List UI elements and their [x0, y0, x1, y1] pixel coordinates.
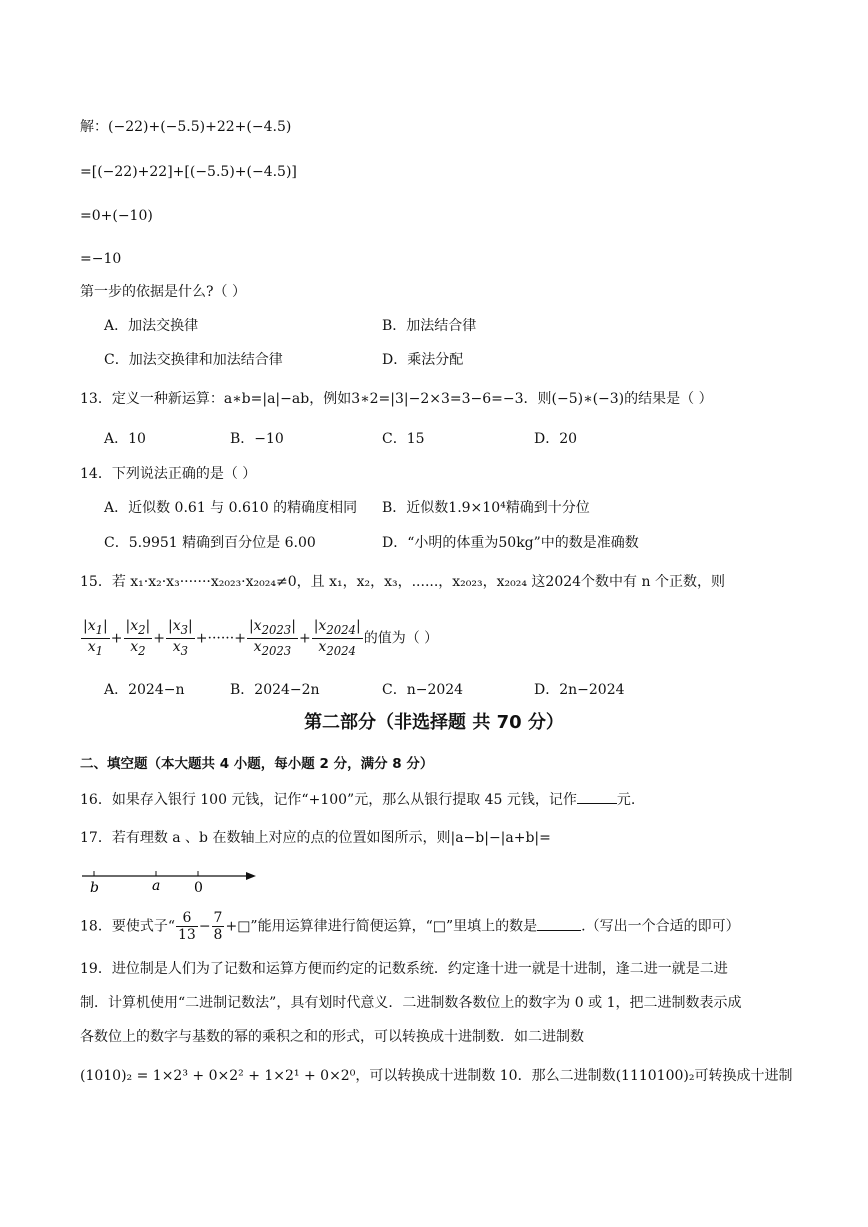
number-line — [78, 864, 268, 898]
abs-fraction-x3: $\frac{|x_3|}{x_3}$ — [168, 618, 193, 658]
q12-option-b: B．加法结合律 — [382, 318, 477, 334]
part-two-title: 第二部分（非选择题 共 70 分） — [304, 712, 564, 733]
answer-blank[interactable] — [577, 789, 617, 804]
q15-option-b: B．2024−2n — [230, 682, 320, 698]
q13-option-b: B．−10 — [230, 431, 284, 447]
q13-stem: 13．定义一种新运算：a∗b=|a|−ab，例如3∗2=|3|−2×3=3−6=−3．则(−5)∗(−3)的结果是（ ） — [80, 391, 713, 407]
q18-tail: .（写出一个合适的即可） — [581, 918, 740, 935]
q13-option-c: C．15 — [382, 431, 425, 447]
q18: 18．要使式子“ $\frac{6}{13}$ − $\frac{7}{8}$ +□”能用运算律进行简便运算，“□”里填上的数是 .（写出一个合适的即可） — [80, 910, 740, 943]
fraction-6-13: $\frac{6}{13}$ — [177, 910, 196, 943]
solution-question: 第一步的依据是什么?（ ） — [80, 284, 246, 300]
q14-option-c: C．5.9951 精确到百分位是 6.00 — [104, 535, 316, 551]
q18-post: +□”能用运算律进行简便运算，“□”里填上的数是 — [225, 918, 538, 935]
label-a: a — [152, 878, 161, 894]
q13-option-a: A．10 — [104, 431, 146, 447]
q12-option-c: C．加法交换律和加法结合律 — [104, 352, 283, 368]
solution-line-2: =[(−22)+22]+[(−5.5)+(−4.5)] — [80, 164, 297, 180]
section-heading: 二、填空题（本大题共 4 小题，每小题 2 分，满分 8 分） — [80, 756, 434, 772]
answer-blank[interactable] — [537, 916, 581, 931]
q19-line-4: (1010)₂ = 1×2³ + 0×2² + 1×2¹ + 0×2⁰，可以转换成十进制数 10．那么二进制数(1110100)₂可转换成十进制 — [80, 1068, 793, 1084]
q18-pre: 18．要使式子“ — [80, 918, 175, 935]
solution-line-4: =−10 — [80, 251, 122, 267]
q19-line-3: 各数位上的数字与基数的幂的乘积之和的形式，可以转换成十进制数．如二进制数 — [80, 1029, 584, 1045]
q15-option-d: D．2n−2024 — [534, 682, 625, 698]
q15-option-a: A．2024−n — [104, 682, 185, 698]
q17-text: 17．若有理数 a 、b 在数轴上对应的点的位置如图所示，则|a−b|−|a+b|= — [80, 830, 551, 846]
q14-option-b: B．近似数1.9×10⁴精确到十分位 — [382, 500, 590, 516]
q15-expression: $\frac{|x_1|}{x_1}$ + $\frac{|x_2|}{x_2}$ + $\frac{|x_3|}{x_3}$ +······+ $\frac{|x_{2023}|}{x_{2023}}$ + $\frac{|x_{2024}|}{x_{2024}}$ 的值为（ ） — [83, 618, 439, 658]
q15-option-c: C．n−2024 — [382, 682, 464, 698]
label-zero: 0 — [194, 880, 203, 896]
q12-option-a: A．加法交换律 — [104, 318, 199, 334]
q14-stem: 14．下列说法正确的是（ ） — [80, 466, 257, 482]
q12-option-d: D．乘法分配 — [382, 352, 464, 368]
abs-fraction-x2023: $\frac{|x_{2023}|}{x_{2023}}$ — [248, 618, 296, 658]
label-b: b — [90, 880, 99, 896]
q16-tail: 元. — [616, 792, 636, 808]
q15-tail: 的值为（ ） — [363, 630, 439, 647]
q14-option-a: A．近似数 0.61 与 0.610 的精确度相同 — [104, 500, 358, 516]
q14-option-d: D．“小明的体重为50kg”中的数是准确数 — [382, 535, 639, 551]
number-line-arrow — [246, 872, 256, 880]
solution-line-1: 解：(−22)+(−5.5)+22+(−4.5) — [80, 119, 292, 135]
q16 — [80, 789, 635, 809]
q15-stem: 15．若 x₁·x₂·x₃·······x₂₀₂₃·x₂₀₂₄≠0，且 x₁，x₂，x₃，......，x₂₀₂₃，x₂₀₂₄ 这2024个数中有 n 个正数，则 — [80, 574, 725, 590]
abs-fraction-x2: $\frac{|x_2|}{x_2}$ — [125, 618, 151, 658]
q16-text: 16．如果存入银行 100 元钱，记作“+100”元，那么从银行提取 45 元钱，记作 — [80, 792, 577, 808]
solution-line-3: =0+(−10) — [80, 208, 153, 224]
abs-fraction-x1: $\frac{|x_1|}{x_1}$ — [83, 618, 108, 658]
q13-option-d: D．20 — [534, 431, 578, 447]
fraction-7-8: $\frac{7}{8}$ — [213, 910, 223, 943]
abs-fraction-x2024: $\frac{|x_{2024}|}{x_{2024}}$ — [313, 618, 361, 658]
q19-line-1: 19．进位制是人们为了记数和运算方便而约定的记数系统．约定逢十进一就是十进制，逢二进一就是二进 — [80, 961, 728, 977]
q19-line-2: 制．计算机使用“二进制记数法”，具有划时代意义．二进制数各数位上的数字为 0 或 1，把二进制数表示成 — [80, 995, 742, 1011]
